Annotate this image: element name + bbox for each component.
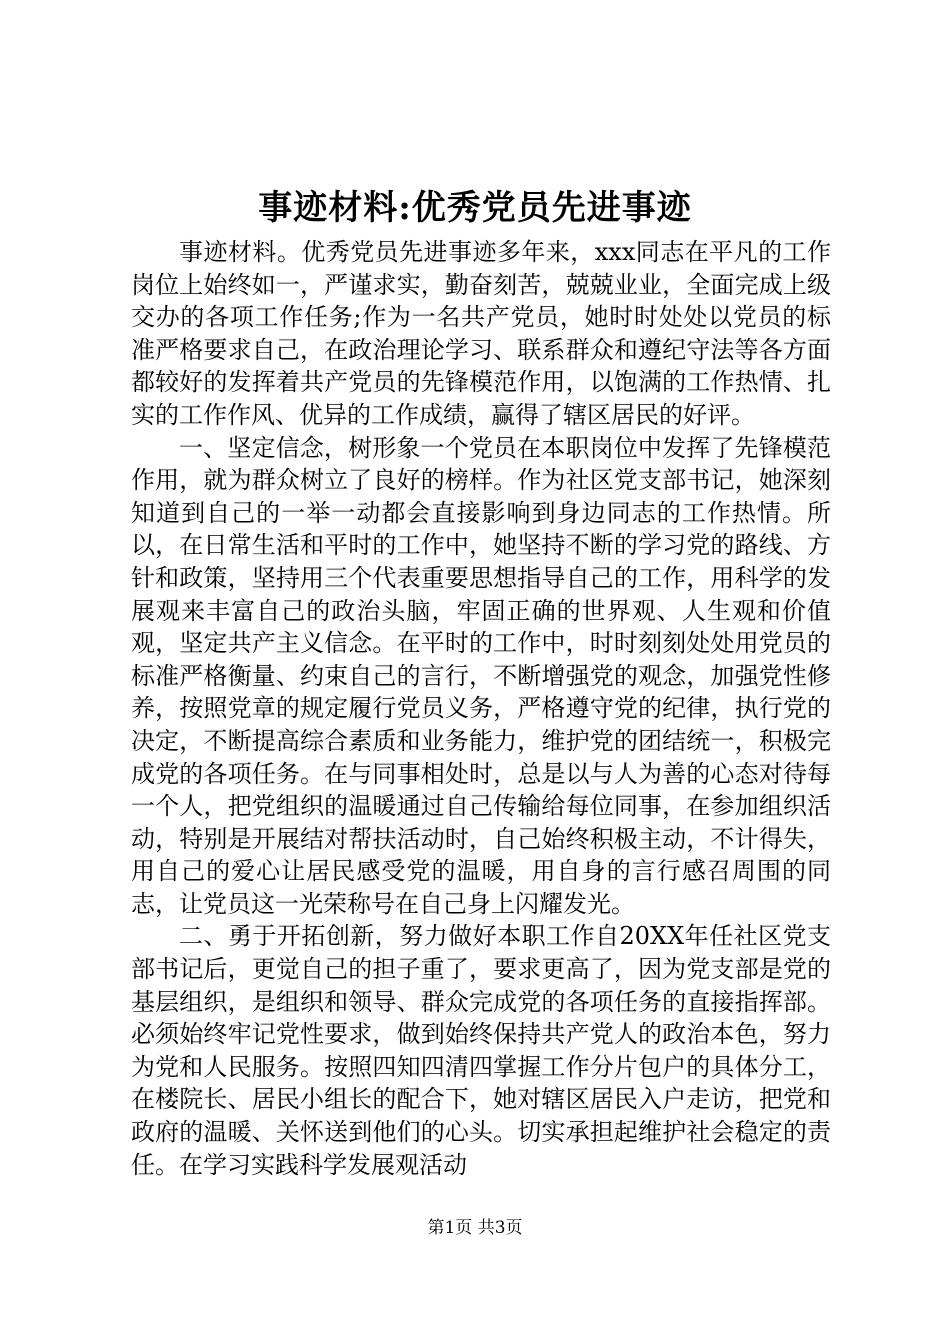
paragraph-section-two: 二、勇于开拓创新，努力做好本职工作自20XX年任社区党支部书记后，更觉自己的担子重了，要求更高了，因为党支部是党的基层组织，是组织和领导、群众完成党的各项任务的直接指挥部。必须始终牢记党性要求，做到始终保持共产党人的政治本色，努力为党和人民服务。按照四知四清四掌握工作分片包户的具体分工，在楼院长、居民小组长的配合下，她对辖区居民入户走访，把党和政府的温暖、关怀送到他们的心头。切实承担起维护社会稳定的责任。在学习实践科学发展观活动 bbox=[131, 922, 831, 1179]
page-number-footer: 第1页 共3页 bbox=[427, 1218, 523, 1238]
document-title: 事迹材料:优秀党员先进事迹 bbox=[258, 188, 692, 228]
paragraph-section-one: 一、坚定信念，树形象一个党员在本职岗位中发挥了先锋模范作用，就为群众树立了良好的榜样。作为社区党支部书记，她深刻知道到自己的一举一动都会直接影响到身边同志的工作热情。所以，在日常生活和平时的工作中，她坚持不断的学习党的路线、方针和政策，坚持用三个代表重要思想指导自己的工作，用科学的发展观来丰富自己的政治头脑，牢固正确的世界观、人生观和价值观，坚定共产主义信念。在平时的工作中，时时刻刻处处用党员的标准严格衡量、约束自己的言行，不断增强党的观念，加强党性修养，按照党章的规定履行党员义务，严格遵守党的纪律，执行党的决定，不断提高综合素质和业务能力，维护党的团结统一，积极完成党的各项任务。在与同事相处时，总是以与人为善的心态对待每一个人，把党组织的温暖通过自己传输给每位同事，在参加组织活动，特别是开展结对帮扶活动时，自己始终积极主动，不计得失，用自己的爱心让居民感受党的温暖，用自身的言行感召周围的同志，让党员这一光荣称号在自己身上闪耀发光。 bbox=[131, 433, 831, 918]
document-body bbox=[131, 236, 831, 1181]
paragraph-intro: 事迹材料。优秀党员先进事迹多年来，xxx同志在平凡的工作岗位上始终如一，严谨求实，勤奋刻苦，兢兢业业，全面完成上级交办的各项工作任务;作为一名共产党员，她时时处处以党员的标准严格要求自己，在政治理论学习、联系群众和遵纪守法等各方面都较好的发挥着共产党员的先锋模范作用，以饱满的工作热情、扎实的工作作风、优异的工作成绩，赢得了辖区居民的好评。 bbox=[131, 238, 831, 429]
